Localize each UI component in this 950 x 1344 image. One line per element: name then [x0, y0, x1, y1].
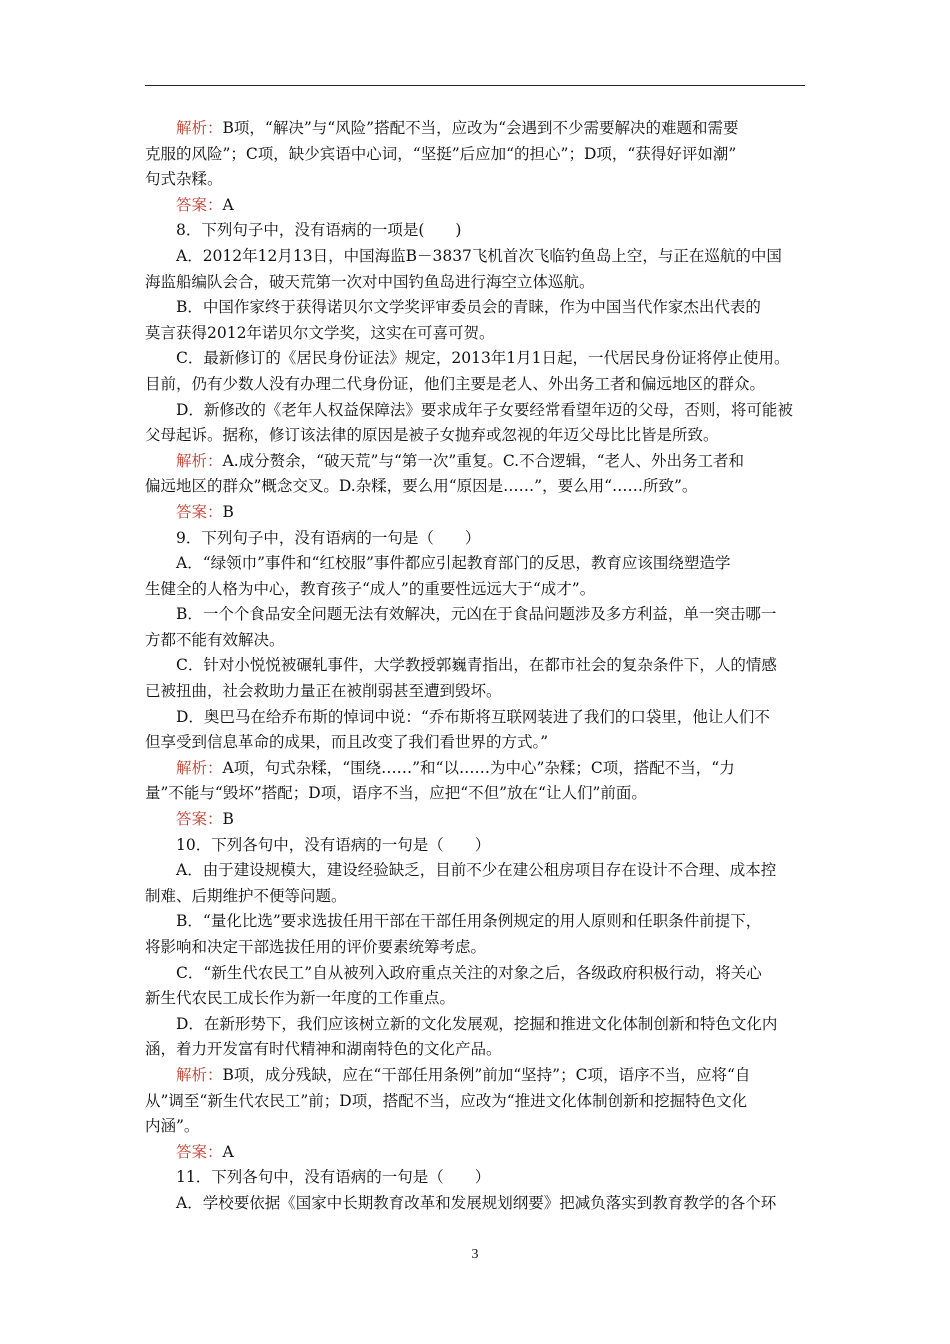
header-rule: [145, 85, 805, 86]
line-text: B．中国作家终于获得诺贝尔文学奖评审委员会的青睐，作为中国当代作家杰出代表的: [176, 298, 761, 317]
text-line: [145, 730, 807, 756]
text-line: [145, 986, 807, 1012]
analysis-label: 解析：: [176, 451, 223, 470]
line-text: A: [222, 195, 234, 214]
text-line: [145, 551, 807, 577]
text-line: [145, 142, 807, 168]
text-line: [145, 526, 807, 552]
analysis-label: 解析：: [176, 119, 223, 137]
text-line: [145, 833, 807, 859]
answer-label: 答案：: [176, 195, 223, 214]
text-line: [145, 653, 807, 679]
line-text: 制难、后期维护不便等问题。: [145, 886, 347, 905]
text-line: [145, 781, 807, 807]
line-text: B: [222, 810, 234, 829]
page-number: 3: [471, 1247, 479, 1262]
line-text: 10．下列各句中，没有语病的一句是（ ）: [176, 835, 491, 854]
text-line: [145, 1140, 807, 1166]
text-line: [145, 500, 807, 526]
text-line: [145, 218, 807, 244]
text-line: [145, 116, 807, 142]
text-line: [145, 961, 807, 987]
text-line: [145, 705, 807, 731]
line-text: 涵，着力开发富有时代精神和湖南特色的文化产品。: [145, 1040, 502, 1059]
text-line: [145, 372, 807, 398]
line-text: B．“量化比选”要求选拔任用干部在干部任用条例规定的用人原则和任职条件前提下，: [176, 912, 762, 931]
answer-label: 答案：: [176, 1142, 223, 1161]
line-text: 9．下列句子中，没有语病的一句是（ ）: [176, 528, 481, 547]
text-line: [145, 1012, 807, 1038]
line-text: 量”不能与“毁坏”搭配；D项，语序不当，应把“不但”放在“让人们”前面。: [145, 784, 647, 803]
text-line: [145, 270, 807, 296]
text-line: [145, 295, 807, 321]
text-line: [145, 244, 807, 270]
text-line: [145, 1165, 807, 1191]
line-text: 克服的风险”；C项，缺少宾语中心词，“坚挺”后应加“的担心”；D项，“获得好评如潮”: [145, 144, 737, 163]
line-text: 海监船编队会合，破天荒第一次对中国钓鱼岛进行海空立体巡航。: [145, 272, 595, 291]
text-line: [145, 602, 807, 628]
text-line: [145, 321, 807, 347]
line-text: 生健全的人格为中心，教育孩子“成人”的重要性远远大于“成才”。: [145, 579, 596, 598]
line-text: A项，句式杂糅，“围绕……”和“以……为中心”杂糅；C项，搭配不当，“力: [222, 758, 735, 777]
line-text: B项，“解决”与“风险”搭配不当，应改为“会遇到不少需要解决的难题和需要: [222, 119, 739, 137]
line-text: D．在新形势下，我们应该树立新的文化发展观，挖掘和推进文化体制创新和特色文化内: [176, 1014, 778, 1033]
line-text: A．“绿领巾”事件和“红校服”事件都应引起教育部门的反思，教育应该围绕塑造学: [176, 554, 731, 573]
text-line: [145, 1037, 807, 1063]
line-text: D．奥巴马在给乔布斯的悼词中说：“乔布斯将互联网装进了我们的口袋里，他让人们不: [176, 707, 770, 726]
text-line: [145, 577, 807, 603]
line-text: 父母起诉。据称，修订该法律的原因是被子女抛弃或忽视的年迈父母比比皆是所致。: [145, 426, 719, 445]
line-text: A．由于建设规模大，建设经验缺乏，目前不少在建公租房项目存在设计不合理、成本控: [176, 861, 777, 880]
text-line: [145, 858, 807, 884]
line-text: 将影响和决定干部选拔任用的评价要素统筹考虑。: [145, 938, 487, 956]
line-text: C．最新修订的《居民身份证法》规定，2013年1月1日起，一代居民身份证将停止使用。: [176, 349, 790, 368]
text-line: [145, 884, 807, 910]
line-text: C．针对小悦悦被碾轧事件，大学教授郭巍青指出，在都市社会的复杂条件下，人的情感: [176, 656, 777, 675]
text-line: [145, 909, 807, 935]
line-text: C．“新生代农民工”自从被列入政府重点关注的对象之后，各级政府积极行动，将关心: [176, 963, 762, 982]
text-line: [145, 1114, 807, 1140]
text-line: [145, 474, 807, 500]
line-text: D．新修改的《老年人权益保障法》要求成年子女要经常看望年迈的父母，否则，将可能被: [176, 400, 793, 419]
line-text: 方都不能有效解决。: [145, 630, 285, 649]
analysis-label: 解析：: [176, 1065, 223, 1084]
line-text: A．2012年12月13日，中国海监B－3837飞机首次飞临钓鱼岛上空，与正在巡航的中国: [176, 246, 782, 265]
analysis-label: 解析：: [176, 758, 223, 777]
text-line: [145, 398, 807, 424]
line-text: 11．下列各句中，没有语病的一句是（ ）: [176, 1168, 491, 1187]
answer-label: 答案：: [176, 502, 223, 521]
text-line: [145, 1191, 807, 1217]
line-text: 偏远地区的群众”概念交叉。D.杂糅，要么用“原因是……”，要么用“……所致”。: [145, 477, 698, 496]
text-line: [145, 679, 807, 705]
line-text: B: [222, 502, 234, 521]
text-line: [145, 167, 807, 193]
text-line: [145, 1063, 807, 1089]
text-line: [145, 1089, 807, 1115]
line-text: B项，成分残缺，应在“干部任用条例”前加“坚持”；C项，语序不当，应将“自: [222, 1065, 751, 1084]
line-text: B．一个个食品安全问题无法有效解决，元凶在于食品问题涉及多方利益，单一突击哪一: [176, 605, 777, 624]
line-text: 目前，仍有少数人没有办理二代身份证，他们主要是老人、外出务工者和偏远地区的群众。: [145, 374, 766, 393]
line-text: A.成分赘余，“破天荒”与“第一次”重复。C.不合逻辑，“老人、外出务工者和: [222, 451, 744, 470]
text-line: [145, 628, 807, 654]
line-text: 内涵”。: [145, 1117, 200, 1136]
line-text: 但享受到信息革命的成果，而且改变了我们看世界的方式。”: [145, 733, 549, 752]
text-line: [145, 193, 807, 219]
line-text: 莫言获得2012年诺贝尔文学奖，这实在可喜可贺。: [145, 323, 495, 342]
line-text: 8．下列句子中，没有语病的一项是( ): [176, 221, 462, 240]
line-text: 句式杂糅。: [145, 170, 223, 189]
page-body: [145, 116, 807, 1217]
text-line: [145, 449, 807, 475]
answer-label: 答案：: [176, 810, 223, 829]
text-line: [145, 346, 807, 372]
line-text: 从”调至“新生代农民工”前；D项，搭配不当，应改为“推进文化体制创新和挖掘特色文化: [145, 1091, 748, 1110]
line-text: A．学校要依据《国家中长期教育改革和发展规划纲要》把减负落实到教育教学的各个环: [176, 1193, 777, 1212]
text-line: [145, 756, 807, 782]
line-text: 已被扭曲，社会救助力量正在被削弱甚至遭到毁坏。: [145, 682, 502, 701]
text-line: [145, 423, 807, 449]
text-line: [145, 935, 807, 961]
line-text: A: [222, 1142, 234, 1161]
text-line: [145, 807, 807, 833]
line-text: 新生代农民工成长作为新一年度的工作重点。: [145, 989, 456, 1008]
